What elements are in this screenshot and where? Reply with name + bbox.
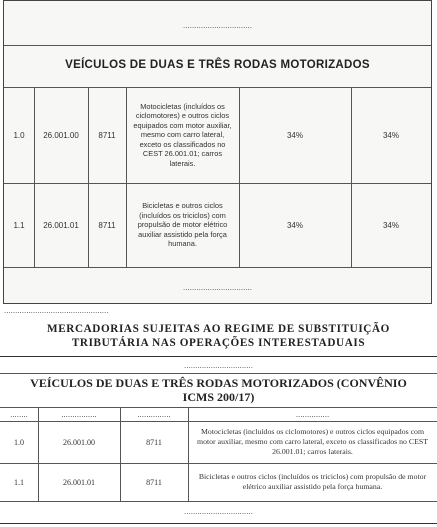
doc2-row1-desc: Motocicletas (incluídos os ciclomotores) e outros ciclos equipados com motor auxiliar, mesmo com carro lateral, exceto os classificados no CEST 26.001.01; carros laterais. [197,427,428,456]
doc1-row2-ncm: 8711 [98,220,116,230]
doc2-dots-col3: ............... [137,409,171,419]
doc2-title-line1: VEÍCULOS DE DUAS E TRÊS RODAS MOTORIZADOS (CONVÊNIO [30,376,407,390]
doc1-table [3,0,432,304]
doc1-row1-desc: Motocicletas (incluídos os ciclomotores) e outros ciclos equipados com motor auxiliar, mesmo com carro lateral, exceto os classificados no CEST 26.001.01; carros laterais. [133,102,232,168]
doc2-title [0,376,437,404]
doc2-heading-line2: TRIBUTÁRIA NAS OPERAÇÕES INTERESTADUAIS [71,337,366,349]
doc2-row2-desc: Bicicletas e outros ciclos (incluídos os triciclos) com propulsão de motor elétrico auxiliar assistido pela força humana. [198,472,427,491]
doc1-row1-ncm: 8711 [98,130,116,140]
doc2-row1-item: 1.0 [14,437,24,447]
doc1-row2-mva1: 34% [286,220,303,230]
doc2-heading-line1: MERCADORIAS SUJEITAS AO REGIME DE SUBSTITUIÇÃO [47,323,390,335]
doc2-row2-cest: 26.001.01 [63,477,95,487]
doc2-row2-item: 1.1 [14,477,24,487]
doc2-row2-ncm: 8711 [146,477,162,487]
doc2-dots-col2: ................ [61,409,97,419]
doc2-title-line2: ICMS 200/17) [182,390,255,404]
doc2-row1-desc-cell [188,421,437,463]
doc1-dots-bottom: ............................... [183,283,252,292]
doc1-dots-after: ............................................... [4,306,109,315]
doc1-row1-mva2: 34% [382,130,399,140]
doc2-row1-cest: 26.001.00 [63,437,95,447]
doc2-row1-ncm: 8711 [146,437,162,447]
doc2-grid [0,407,437,501]
doc1-dots-top: ............................... [183,21,252,30]
doc1-row1-mva1: 34% [286,130,303,140]
doc2-dots-col4: ............... [295,409,330,419]
doc1-row1-item: 1.0 [13,130,25,140]
doc1-row2-desc-cell [126,183,239,267]
doc1-row2-mva2: 34% [382,220,399,230]
doc2-dots-top: ............................... [184,361,253,370]
doc1-title: VEÍCULOS DE DUAS E TRÊS RODAS MOTORIZADOS [65,59,370,71]
doc2-row2-desc-cell [188,463,437,501]
doc1-row2-item: 1.1 [13,220,25,230]
doc1-row1-cest: 26.001.00 [43,130,79,140]
doc2-table [0,356,437,524]
doc2-dots-bottom: ............................... [184,507,253,516]
doc1-row2-cest: 26.001.01 [43,220,79,230]
doc2-dots-col1: ........ [10,409,28,419]
doc1-row1-desc-cell [126,87,239,183]
doc1-grid [4,87,431,267]
doc2-heading [0,322,437,350]
doc1-row2-desc: Bicicletas e outros ciclos (incluídos os triciclos) com propulsão de motor elétrico auxiliar assistido pela força humana. [137,201,228,249]
